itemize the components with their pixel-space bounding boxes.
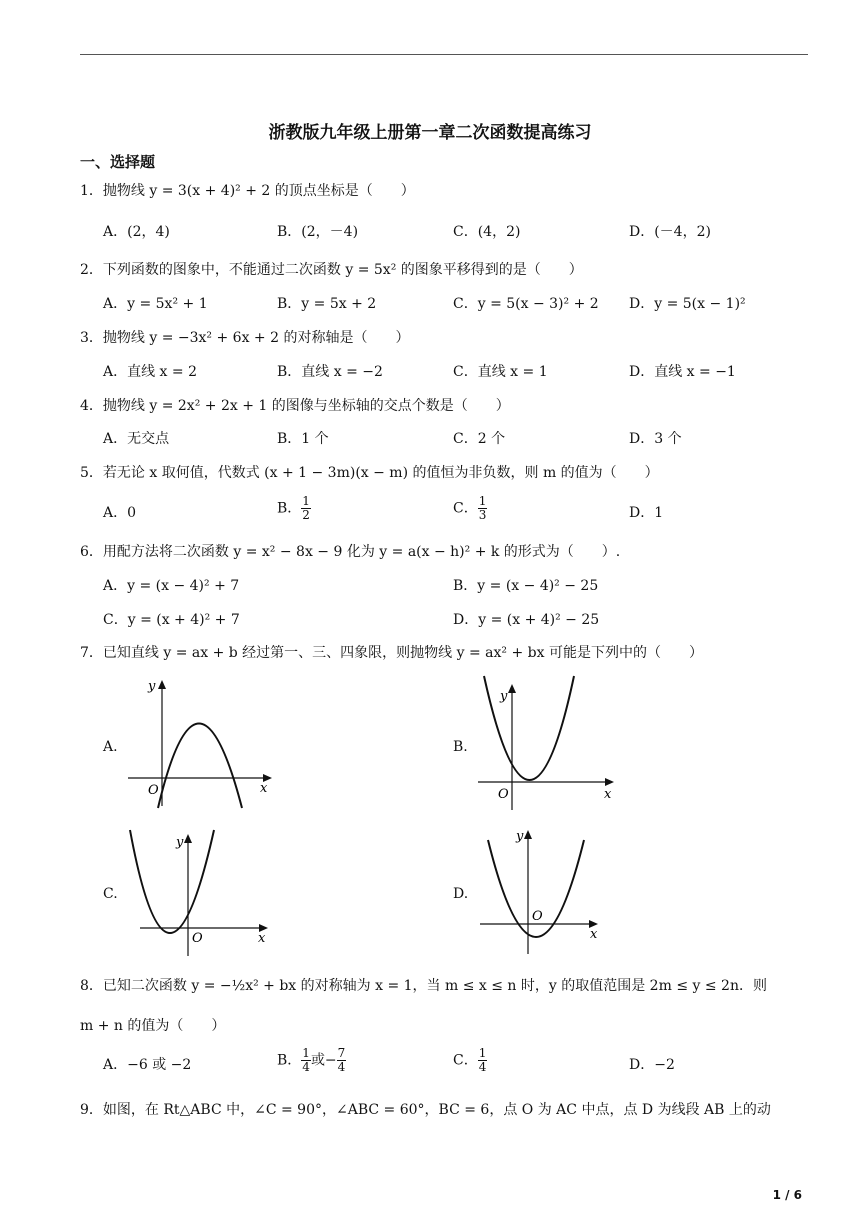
page-number: 1 / 6 [772,1188,802,1202]
q8-option-d: D．−2 [629,1057,675,1073]
q8-option-c-label: C． [453,1052,478,1069]
q7-a-y-label: y [148,679,156,694]
q7-graph-b [470,674,630,814]
q6-option-c: C．y = (x + 4)² + 7 [103,612,240,628]
q7-d-x-label: x [590,927,598,942]
question-3-stem: 3．抛物线 y = −3x² + 6x + 2 的对称轴是（ ） [80,330,410,346]
q4-option-a: A．无交点 [103,431,170,447]
q5-option-b [277,495,311,522]
q7-a-x-label: x [260,781,268,796]
q8-option-b-fraction-2: $\frac{7}{4}$ [337,1046,346,1074]
q7-option-d-label: D. [453,886,469,902]
q5-option-d: D．1 [629,505,664,521]
q3-option-d: D．直线 x = −1 [629,364,736,380]
q2-option-c: C．y = 5(x − 3)² + 2 [453,296,599,312]
question-4-stem: 4．抛物线 y = 2x² + 2x + 1 的图像与坐标轴的交点个数是（ ） [80,398,510,414]
q3-option-a: A．直线 x = 2 [103,364,197,380]
question-6-stem: 6．用配方法将二次函数 y = x² − 8x − 9 化为 y = a(x − h)² + k 的形式为（ ）. [80,544,621,560]
section-heading: 一、选择题 [80,153,156,171]
q8-option-b-label: B． [277,1052,302,1069]
q6-option-d: D．y = (x + 4)² − 25 [453,612,600,628]
q2-option-b: B．y = 5x + 2 [277,296,377,312]
q8-option-b-fraction-1: $\frac{1}{4}$ [302,1046,310,1074]
q8-option-c [453,1047,487,1074]
q1-option-a: A．(2，4) [103,224,170,240]
q7-c-y-label: y [176,835,184,850]
q5-option-b-fraction: $\frac{1}{2}$ [302,494,310,522]
q7-option-b-label: B. [453,739,468,755]
q5-option-c [453,495,487,522]
q2-option-a: A．y = 5x² + 1 [103,296,208,312]
q8-option-a: A．−6 或 −2 [103,1057,192,1073]
q1-option-b: B．(2，－4) [277,224,359,240]
header-rule [80,54,808,55]
q8-option-b [277,1047,346,1074]
q7-c-origin-label: O [192,931,203,946]
q3-option-b: B．直线 x = −2 [277,364,383,380]
q4-option-b: B．1 个 [277,431,329,447]
question-1-stem: 1．抛物线 y = 3(x + 4)² + 2 的顶点坐标是（ ） [80,183,415,199]
q5-option-b-label: B． [277,500,302,517]
page-title: 浙教版九年级上册第一章二次函数提高练习 [268,123,592,143]
q5-option-c-fraction: $\frac{1}{3}$ [478,494,487,522]
question-2-stem: 2．下列函数的图象中，不能通过二次函数 y = 5x² 的图象平移得到的是（ ） [80,262,583,278]
q5-option-a: A．0 [103,505,137,521]
q7-graph-c [120,826,280,961]
q7-graph-a [120,674,280,814]
q3-option-c: C．直线 x = 1 [453,364,548,380]
q7-a-origin-label: O [148,783,159,798]
question-8-stem-line-2: m + n 的值为（ ） [80,1018,226,1034]
q7-option-c-label: C. [103,886,118,902]
q7-graph-d [470,826,630,961]
q7-d-origin-label: O [532,909,543,924]
q6-option-b: B．y = (x − 4)² − 25 [453,578,599,594]
q7-b-y-label: y [500,689,508,704]
question-5-stem: 5．若无论 x 取何值，代数式 (x + 1 − 3m)(x − m) 的值恒为非负数，则 m 的值为（ ） [80,465,659,481]
q8-option-c-fraction: $\frac{1}{4}$ [478,1046,487,1074]
q1-option-c: C．(4，2) [453,224,521,240]
q7-option-a-label: A. [103,739,118,755]
q6-option-a: A．y = (x − 4)² + 7 [103,578,240,594]
q4-option-c: C．2 个 [453,431,506,447]
q7-b-x-label: x [604,787,612,802]
question-9-stem: 9．如图，在 Rt△ABC 中，∠C = 90°，∠ABC = 60°，BC = 6，点 O 为 AC 中点，点 D 为线段 AB 上的动 [80,1102,771,1118]
q7-c-x-label: x [258,931,266,946]
q8-option-b-middle: 或− [310,1052,337,1069]
question-8-stem-line-1: 8．已知二次函数 y = −½x² + bx 的对称轴为 x = 1，当 m ≤ x ≤ n 时，y 的取值范围是 2m ≤ y ≤ 2n．则 [80,978,767,994]
q7-b-origin-label: O [498,787,509,802]
q4-option-d: D．3 个 [629,431,682,447]
question-7-stem: 7．已知直线 y = ax + b 经过第一、三、四象限，则抛物线 y = ax² + bx 可能是下列中的（ ） [80,645,703,661]
q7-d-y-label: y [516,829,524,844]
q2-option-d: D．y = 5(x − 1)² [629,296,746,312]
q1-option-d: D．(－4，2) [629,224,711,240]
q5-option-c-label: C． [453,500,478,517]
